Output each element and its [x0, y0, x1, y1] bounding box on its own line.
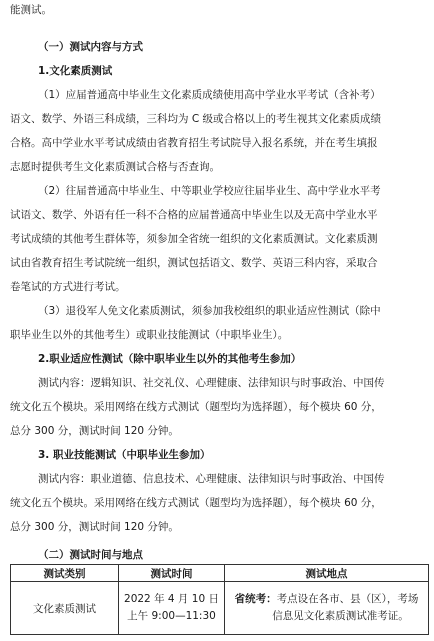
- header-category: 测试类别: [11, 565, 119, 582]
- paragraph-4-line-2: 统文化五个模块。采用网络在线方式测试（题型均为选择题），每个模块 60 分，: [10, 401, 382, 413]
- subsection-heading-2: 2.职业适应性测试（除中职毕业生以外的其他考生参加）: [38, 353, 302, 365]
- paragraph-3-line-2: 职毕业生以外的其他考生）或职业技能测试（中职毕业生）。: [10, 329, 289, 341]
- cell-time: [119, 582, 225, 635]
- paragraph-1-line-1: （1）应届普通高中毕业生文化素质成绩使用高中学业水平考试（含补考）: [38, 89, 381, 101]
- paragraph-1-line-4: 志愿时提供考生文化素质测试合格与否查询。: [10, 161, 220, 173]
- section-heading-1: （一）测试内容与方式: [38, 41, 143, 53]
- schedule-table: [10, 564, 429, 635]
- cell-location-line-1: 考点设在各市、县（区），考场: [276, 593, 419, 605]
- paragraph-2-line-3: 考试成绩的其他考生群体等，须参加全省统一组织的文化素质测试。文化素质测: [10, 233, 378, 245]
- paragraph-2-line-2: 试语文、数学、外语有任一科不合格的应届普通高中毕业生以及无高中学业水平: [10, 209, 378, 221]
- cell-location: [225, 582, 429, 635]
- subsection-heading-1: 1.文化素质测试: [38, 65, 113, 77]
- paragraph-5-line-2: 统文化五个模块。采用网络在线方式测试（题型均为选择题），每个模块 60 分，: [10, 497, 382, 509]
- paragraph-2-line-5: 卷笔试的方式进行考试。: [10, 281, 126, 293]
- paragraph-4-line-3: 总分 300 分，测试时间 120 分钟。: [10, 425, 179, 437]
- cell-location-line-2: 信息见文化素质测试准考证。: [272, 610, 409, 622]
- paragraph-3-line-1: （3）退役军人免文化素质测试，须参加我校组织的职业适应性测试（除中: [38, 305, 381, 317]
- paragraph-2-line-4: 试由省教育招生考试院统一组织，测试包括语文、数学、英语三科内容，采取合: [10, 257, 378, 269]
- text-line-1: 能测试。: [10, 4, 52, 16]
- paragraph-5-line-3: 总分 300 分，测试时间 120 分钟。: [10, 521, 179, 533]
- paragraph-1-line-2: 语文、数学、外语三科成绩，三科均为 C 级或合格以上的考生视其文化素质成绩: [10, 113, 382, 125]
- table-row: [11, 582, 429, 635]
- section-heading-2: （二）测试时间与地点: [38, 549, 143, 561]
- cell-category: 文化素质测试: [11, 582, 119, 635]
- subsection-heading-3: 3. 职业技能测试（中职毕业生参加）: [38, 449, 211, 461]
- paragraph-1-line-3: 合格。高中学业水平考试成绩由省教育招生考试院导入报名系统，并在考生填报: [10, 137, 378, 149]
- cell-time-range: 上午 9:00—11:30: [127, 610, 216, 622]
- header-time: 测试时间: [119, 565, 225, 582]
- cell-time-date: 2022 年 4 月 10 日: [124, 593, 219, 605]
- cell-location-label: 省统考：: [234, 593, 277, 605]
- paragraph-5-line-1: 测试内容：职业道德、信息技术、心理健康、法律知识与时事政治、中国传: [38, 473, 385, 485]
- paragraph-2-line-1: （2）往届普通高中毕业生、中等职业学校应往届毕业生、高中学业水平考: [38, 185, 381, 197]
- header-location: 测试地点: [225, 565, 429, 582]
- paragraph-4-line-1: 测试内容：逻辑知识、社交礼仪、心理健康、法律知识与时事政治、中国传: [38, 377, 385, 389]
- table-header-row: [11, 565, 429, 582]
